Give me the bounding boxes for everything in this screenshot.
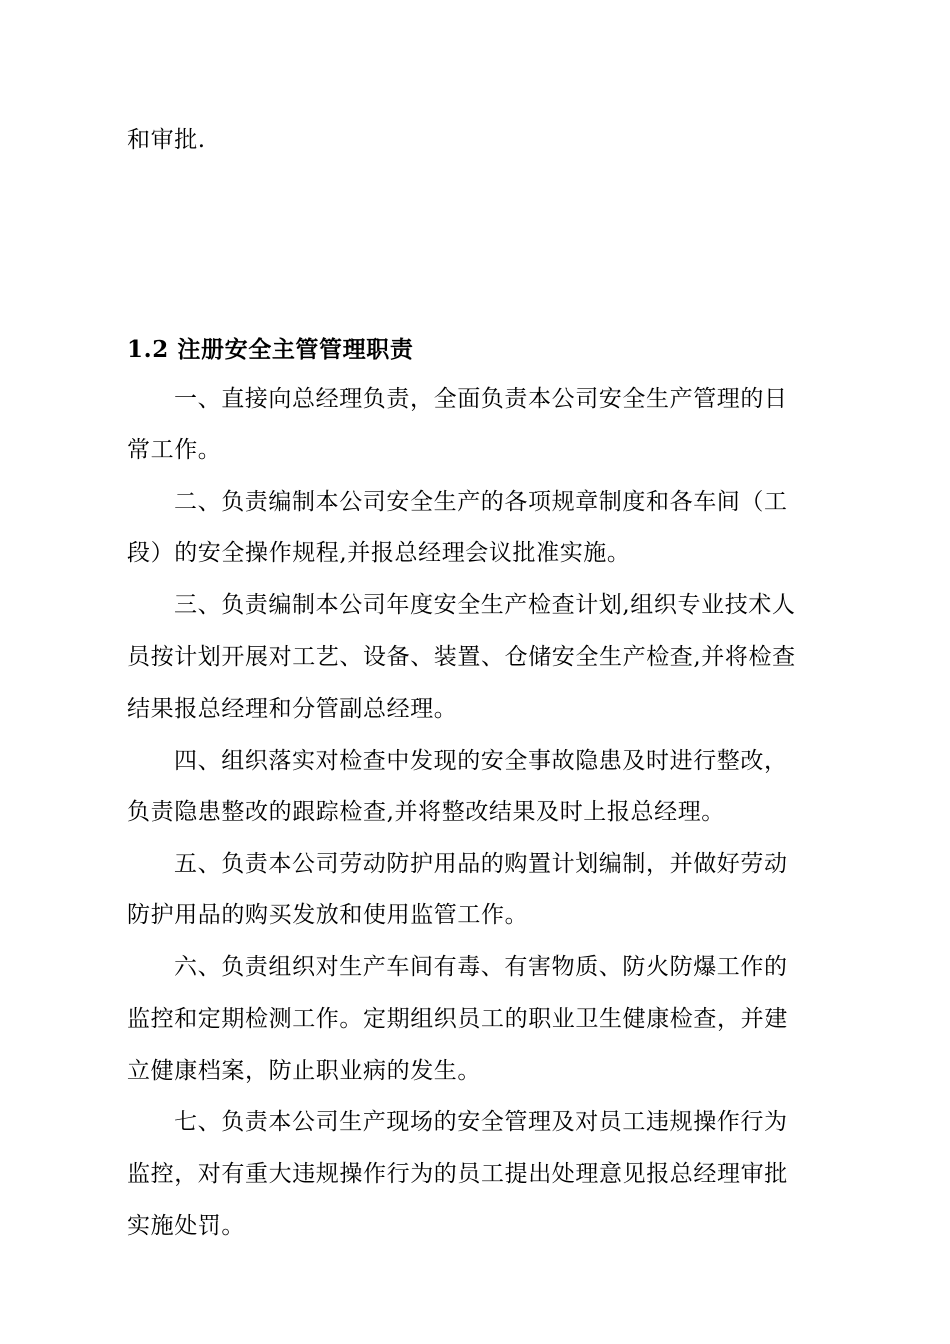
paragraph-line: 立健康档案，防止职业病的发生。 xyxy=(127,1058,481,1084)
paragraph-line: 四、组织落实对检查中发现的安全事故隐患及时进行整改， xyxy=(174,748,788,774)
paragraph-line: 负责隐患整改的跟踪检查,并将整改结果及时上报总经理。 xyxy=(127,799,725,825)
paragraph-line: 一、直接向总经理负责，全面负责本公司安全生产管理的日 xyxy=(174,386,788,412)
paragraph-line: 段）的安全操作规程,并报总经理会议批准实施。 xyxy=(127,540,631,566)
paragraph-line: 六、负责组织对生产车间有毒、有害物质、防火防爆工作的 xyxy=(174,954,788,980)
paragraph-line: 监控，对有重大违规操作行为的员工提出处理意见报总经理审批 xyxy=(127,1161,788,1187)
continuation-text: 和审批. xyxy=(127,127,206,153)
paragraph-line: 五、负责本公司劳动防护用品的购置计划编制，并做好劳动 xyxy=(174,851,788,877)
section-heading: 1.2 注册安全主管管理职责 xyxy=(127,336,414,363)
paragraph-line: 二、负责编制本公司安全生产的各项规章制度和各车间（工 xyxy=(174,489,788,515)
paragraph-line: 防护用品的购买发放和使用监管工作。 xyxy=(127,902,529,928)
paragraph-line: 监控和定期检测工作。定期组织员工的职业卫生健康检查，并建 xyxy=(127,1006,788,1032)
paragraph-line: 员按计划开展对工艺、设备、装置、仓储安全生产检查,并将检查 xyxy=(127,644,796,670)
paragraph-line: 三、负责编制本公司年度安全生产检查计划,组织专业技术人 xyxy=(174,592,796,618)
paragraph-line: 常工作。 xyxy=(127,437,222,463)
paragraph-line: 实施处罚。 xyxy=(127,1213,245,1239)
paragraph-line: 结果报总经理和分管副总经理。 xyxy=(127,696,458,722)
paragraph-line: 七、负责本公司生产现场的安全管理及对员工违规操作行为 xyxy=(174,1109,788,1135)
